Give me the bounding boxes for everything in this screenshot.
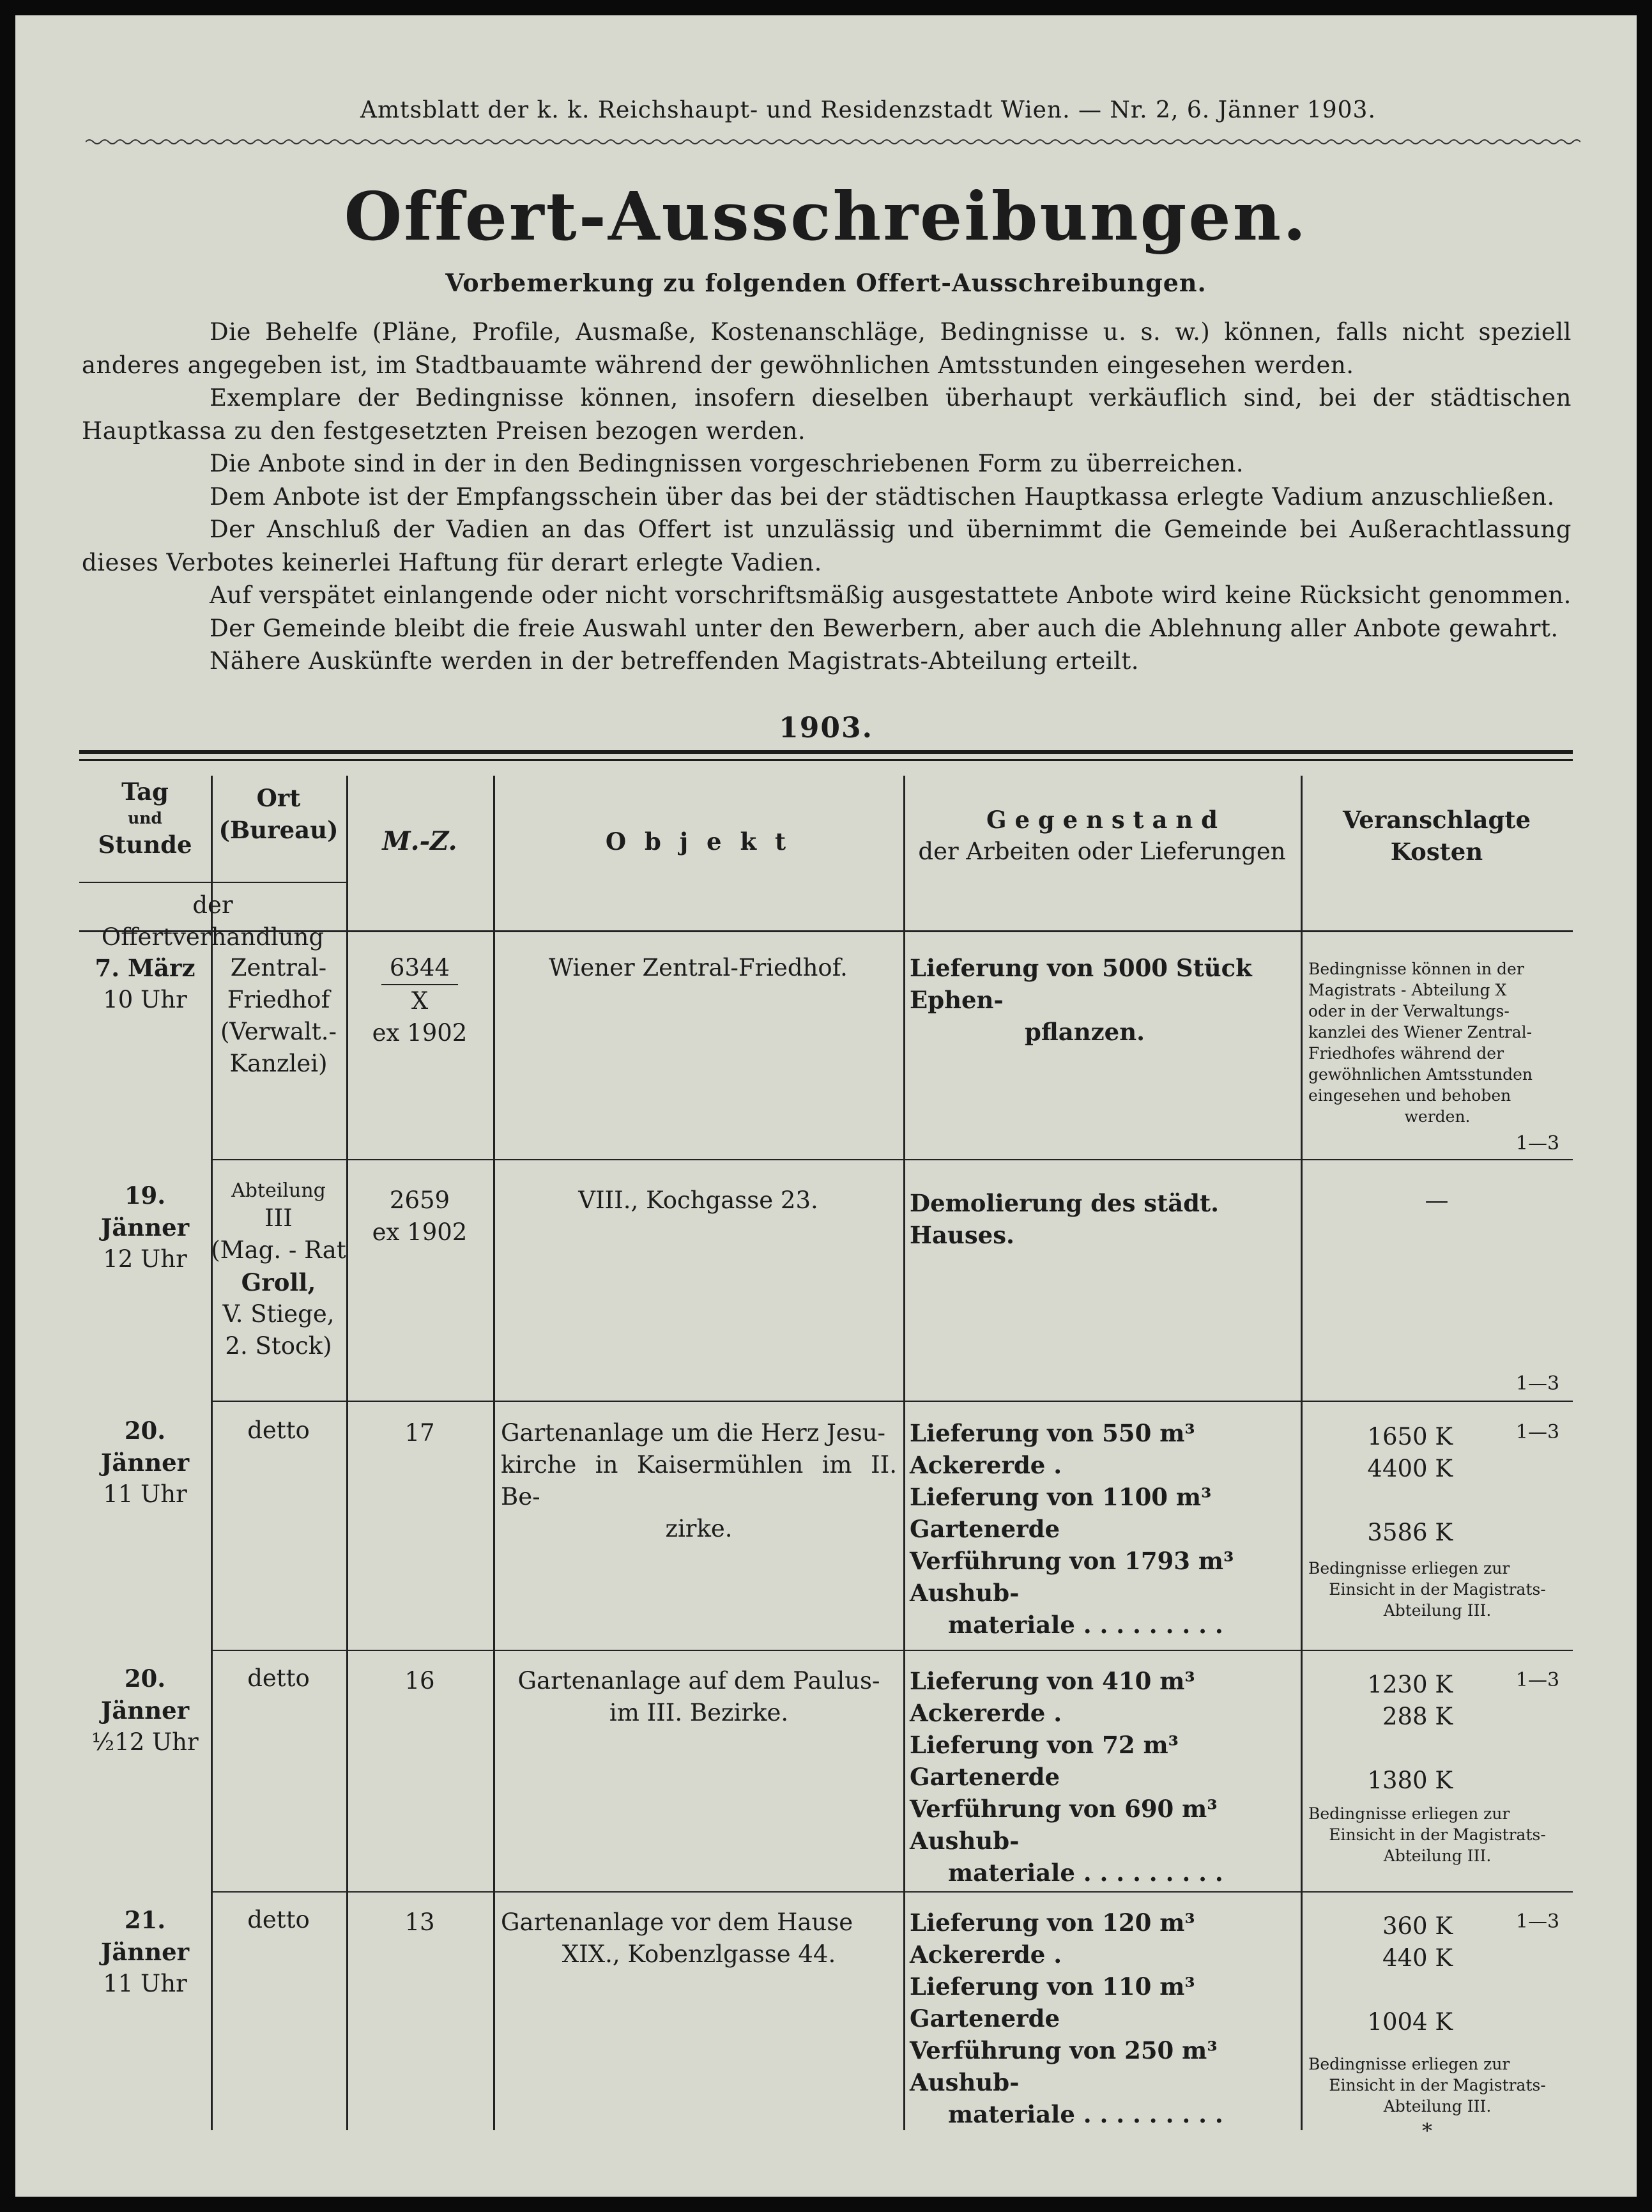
gegenstand-line: materiale . . . . . . . . . xyxy=(948,1611,1223,1639)
objekt-line: Gartenanlage auf dem Paulus- xyxy=(517,1667,880,1694)
main-title: Offert-Ausschreibungen. xyxy=(344,177,1308,256)
mz-department: X xyxy=(411,987,429,1015)
row5-ref: 1—3 xyxy=(1515,1910,1560,1933)
gegenstand-line: Lieferung von 120 m³ Ackererde . xyxy=(910,1909,1195,1969)
row1-ref: 1—3 xyxy=(1515,1132,1560,1155)
amount: 288 K xyxy=(1382,1703,1453,1730)
row1-date xyxy=(79,952,211,1016)
col-divider xyxy=(903,776,905,2130)
amount: 440 K xyxy=(1382,1944,1453,1972)
objekt-line: zirke. xyxy=(665,1515,733,1542)
amount: 1650 K xyxy=(1367,1423,1453,1450)
row5-date xyxy=(79,1904,211,2000)
row2-objekt: VIII., Kochgasse 23. xyxy=(578,1187,818,1214)
row3-ref: 1—3 xyxy=(1515,1421,1560,1443)
date: 20. Jänner xyxy=(100,1664,190,1724)
note-line: Bedingnisse erliegen zur xyxy=(1308,1804,1510,1823)
row3-kosten-note xyxy=(1308,1558,1566,1621)
row5-gegenstand xyxy=(910,1907,1294,2130)
header-ort-line: (Bureau) xyxy=(218,816,339,844)
amount: 360 K xyxy=(1382,1912,1453,1940)
note-line: eingesehen und behoben xyxy=(1308,1086,1511,1105)
gegenstand-line: Lieferung von 550 m³ Ackererde . xyxy=(910,1419,1195,1479)
note-line: Abteilung III. xyxy=(1383,1847,1492,1865)
row-separator xyxy=(211,1401,1573,1402)
footnote-mark: * xyxy=(1422,2119,1432,2143)
row1-ort xyxy=(211,952,346,1080)
mz-number: 2659 xyxy=(389,1187,450,1214)
mz-year: ex 1902 xyxy=(372,1218,468,1246)
gegenstand-line: Lieferung von 110 m³ Gartenerde xyxy=(910,1972,1195,2032)
wavy-divider xyxy=(86,137,1580,147)
row5-kosten-note xyxy=(1308,2054,1566,2117)
note-line: Magistrats - Abteilung X xyxy=(1308,981,1507,999)
year-heading: 1903. xyxy=(779,712,873,744)
ort-line: V. Stiege, xyxy=(222,1300,335,1328)
header-tag-line: und xyxy=(128,809,162,827)
time: 11 Uhr xyxy=(103,1970,187,1997)
gegenstand-line: Lieferung von 1100 m³ Gartenerde xyxy=(910,1483,1212,1543)
date: 7. März xyxy=(95,954,195,982)
tenders-table xyxy=(79,750,1573,2156)
row4-mz: 16 xyxy=(404,1667,435,1694)
row3-date xyxy=(79,1415,211,1510)
row4-kosten-note xyxy=(1308,1803,1566,1866)
row5-amounts xyxy=(1325,1910,1453,2038)
objekt-line: im III. Bezirke. xyxy=(609,1699,789,1726)
gegenstand-line: Verführung von 1793 m³ Aushub- xyxy=(910,1547,1234,1607)
row3-amounts xyxy=(1325,1421,1453,1549)
row4-gegenstand xyxy=(910,1665,1294,1889)
header-tag-line: Stunde xyxy=(98,831,192,859)
paragraph: Die Behelfe (Pläne, Profile, Ausmaße, Kostenanschläge, Bedingnisse u. s. w.) können, falls nicht speziell anderes angegeben ist, im Stadtbauamte während der gewöhnlichen Amtsstunden eingesehen werden. xyxy=(82,318,1572,379)
header-mz: M.-Z. xyxy=(382,826,457,856)
header-objekt: O b j e k t xyxy=(605,827,792,856)
gegenstand-line: materiale . . . . . . . . . xyxy=(948,1859,1223,1887)
paragraph: Exemplare der Bedingnisse können, insofern dieselben überhaupt verkäuflich sind, bei der städtischen Hauptkassa zu den festgesetzten Preisen bezogen werden. xyxy=(82,384,1572,445)
row-separator xyxy=(211,1159,1573,1160)
row2-gegenstand: Demolierung des städt. Hauses. xyxy=(910,1189,1220,1249)
header-tag-line: Tag xyxy=(121,778,169,806)
paragraph: Die Anbote sind in der in den Bedingnissen vorgeschriebenen Form zu überreichen. xyxy=(210,450,1244,477)
header-ort-line: Ort xyxy=(256,784,301,812)
row4-ref: 1—3 xyxy=(1515,1669,1560,1691)
gegenstand-line: Lieferung von 5000 Stück Ephen- xyxy=(910,954,1252,1014)
ort-line: 2. Stock) xyxy=(225,1332,332,1360)
row2-ort xyxy=(211,1179,346,1362)
row1-mz xyxy=(346,952,493,1049)
preliminary-remarks xyxy=(82,316,1572,678)
gegenstand-line: Verführung von 690 m³ Aushub- xyxy=(910,1795,1218,1855)
mz-year: ex 1902 xyxy=(372,1019,468,1047)
table-top-rule-2 xyxy=(79,759,1573,761)
ort-line: (Mag. - Rat xyxy=(211,1236,346,1264)
table-top-rule xyxy=(79,750,1573,754)
time: 10 Uhr xyxy=(103,986,187,1013)
subheader-rule xyxy=(79,882,346,883)
row4-amounts xyxy=(1325,1669,1453,1797)
row4-ort: detto xyxy=(247,1664,310,1692)
col-divider xyxy=(1301,776,1303,2130)
header-gegenstand xyxy=(903,804,1301,868)
row3-objekt xyxy=(501,1417,897,1545)
objekt-line: kirche in Kaisermühlen im II. Be- xyxy=(501,1451,897,1510)
row1-gegenstand xyxy=(910,952,1294,1048)
row-separator xyxy=(211,1650,1573,1651)
row2-date xyxy=(79,1179,211,1275)
note-line: Einsicht in der Magistrats- xyxy=(1329,1825,1546,1844)
row1-objekt: Wiener Zentral-Friedhof. xyxy=(549,954,848,981)
note-line: Einsicht in der Magistrats- xyxy=(1329,1580,1546,1599)
gegenstand-line: materiale . . . . . . . . . xyxy=(948,2100,1223,2128)
row3-mz: 17 xyxy=(404,1419,435,1447)
gegenstand-line: Verführung von 250 m³ Aushub- xyxy=(910,2036,1218,2096)
running-head: Amtsblatt der k. k. Reichshaupt- und Residenzstadt Wien. — Nr. 2, 6. Jänner 1903. xyxy=(360,97,1376,123)
note-line: Bedingnisse können in der xyxy=(1308,960,1524,978)
note-line: Friedhofes während der xyxy=(1308,1044,1504,1063)
row2-kosten-dash: — xyxy=(1425,1187,1449,1214)
note-line: gewöhnlichen Amtsstunden xyxy=(1308,1065,1533,1084)
paragraph: Nähere Auskünfte werden in der betreffenden Magistrats-Abteilung erteilt. xyxy=(210,647,1140,675)
date: 21. Jänner xyxy=(100,1906,190,1966)
note-line: werden. xyxy=(1404,1107,1471,1126)
ort-line: III xyxy=(264,1204,293,1232)
amount: 4400 K xyxy=(1367,1455,1453,1482)
note-line: Abteilung III. xyxy=(1383,2097,1492,2116)
header-tag xyxy=(79,776,211,861)
row2-mz xyxy=(346,1185,493,1248)
paragraph: Der Anschluß der Vadien an das Offert ist unzulässig und übernimmt die Gemeinde bei Außerachtlassung dieses Verbotes keinerlei Haftung für derart erlegte Vadien. xyxy=(82,516,1572,576)
mz-number: 6344 xyxy=(381,952,458,985)
header-kosten-line: Veranschlagte xyxy=(1342,806,1531,834)
gegenstand-line: Lieferung von 410 m³ Ackererde . xyxy=(910,1667,1195,1727)
subtitle: Vorbemerkung zu folgenden Offert-Ausschreibungen. xyxy=(445,268,1207,297)
gegenstand-line: Lieferung von 72 m³ Gartenerde xyxy=(910,1731,1179,1791)
row5-objekt xyxy=(501,1907,897,1970)
header-kosten xyxy=(1301,804,1573,868)
row2-ref: 1—3 xyxy=(1515,1372,1560,1395)
objekt-line: Gartenanlage um die Herz Jesu- xyxy=(501,1419,886,1447)
time: 11 Uhr xyxy=(103,1480,187,1508)
time: 12 Uhr xyxy=(103,1245,187,1273)
note-line: oder in der Verwaltungs- xyxy=(1308,1002,1510,1020)
row5-mz: 13 xyxy=(404,1909,435,1936)
ort-line: Kanzlei) xyxy=(229,1050,328,1077)
document-page xyxy=(15,15,1637,2197)
objekt-line: XIX., Kobenzlgasse 44. xyxy=(562,1940,836,1968)
note-line: Bedingnisse erliegen zur xyxy=(1308,1559,1510,1578)
row5-ort: detto xyxy=(247,1906,310,1933)
note-line: Bedingnisse erliegen zur xyxy=(1308,2055,1510,2073)
header-gegenstand-line: G e g e n s t a n d xyxy=(986,806,1218,834)
header-kosten-line: Kosten xyxy=(1390,838,1483,866)
row-separator xyxy=(211,1891,1573,1893)
date: 20. Jänner xyxy=(100,1417,190,1477)
header-gegenstand-line: der Arbeiten oder Lieferungen xyxy=(918,838,1286,865)
note-line: Abteilung III. xyxy=(1383,1601,1492,1620)
row3-gegenstand xyxy=(910,1417,1294,1641)
header-ort xyxy=(211,782,346,846)
row3-ort: detto xyxy=(247,1417,310,1444)
amount: 1380 K xyxy=(1367,1767,1453,1794)
amount: 1230 K xyxy=(1367,1671,1453,1698)
ort-line: (Verwalt.- xyxy=(220,1018,337,1045)
objekt-line: Gartenanlage vor dem Hause xyxy=(501,1909,853,1936)
ort-line: Zentral- xyxy=(230,954,327,981)
amount: 3586 K xyxy=(1367,1519,1453,1546)
row4-objekt xyxy=(501,1665,897,1729)
date: 19. Jänner xyxy=(100,1181,190,1241)
time: ½12 Uhr xyxy=(91,1728,199,1756)
row1-kosten-note xyxy=(1308,958,1566,1127)
ort-line: Friedhof xyxy=(227,986,330,1013)
amount: 1004 K xyxy=(1367,2008,1453,2036)
row4-date xyxy=(79,1663,211,1758)
paragraph: Auf verspätet einlangende oder nicht vorschriftsmäßig ausgestattete Anbote wird keine Rücksicht genommen. xyxy=(210,581,1572,609)
header-verhandlung: der Offertverhandlung xyxy=(101,891,325,951)
gegenstand-line: pflanzen. xyxy=(1025,1018,1145,1046)
ort-line: Abteilung xyxy=(231,1179,326,1202)
paragraph: Der Gemeinde bleibt die freie Auswahl unter den Bewerbern, aber auch die Ablehnung aller Anbote gewahrt. xyxy=(210,614,1559,642)
note-line: kanzlei des Wiener Zentral- xyxy=(1308,1023,1533,1041)
paragraph: Dem Anbote ist der Empfangsschein über das bei der städtischen Hauptkassa erlegte Vadium anzuschließen. xyxy=(210,482,1555,511)
note-line: Einsicht in der Magistrats- xyxy=(1329,2076,1546,2094)
ort-line: Groll, xyxy=(241,1268,316,1296)
